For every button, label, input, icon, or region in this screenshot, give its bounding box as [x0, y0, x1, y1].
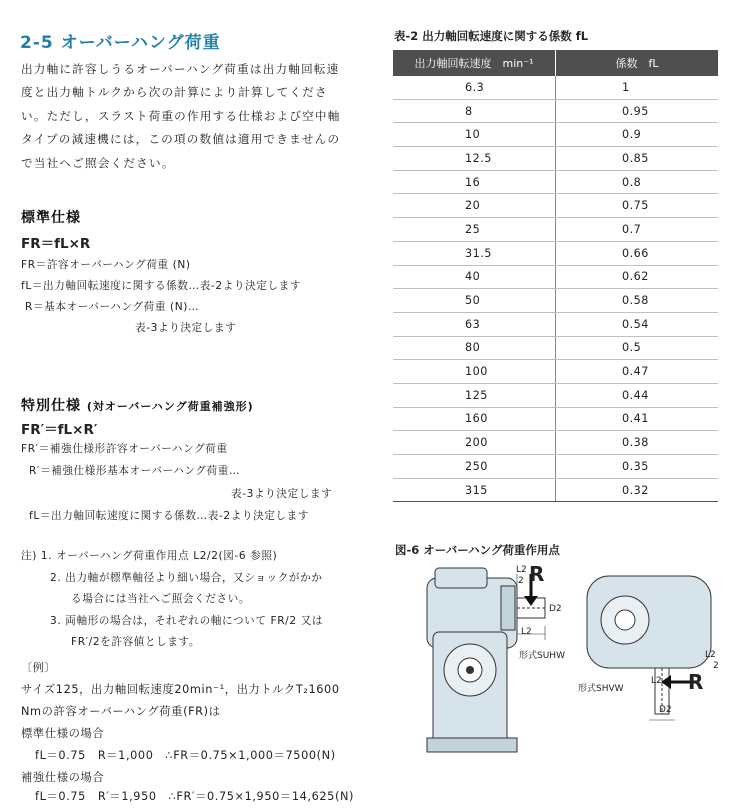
table-header-row: [393, 50, 718, 76]
special-line: 表-3より決定します: [231, 488, 333, 500]
table-row: [393, 455, 718, 479]
table-row: [393, 170, 718, 194]
note-line: 注) 1. オーバーハング荷重作用点 L2/2(図-6 参照): [21, 550, 278, 562]
dim-d2-right: D2: [659, 705, 672, 715]
table-row: [393, 407, 718, 431]
standard-line: R＝基本オーバーハング荷重 (N)…: [25, 301, 200, 313]
standard-formula: FR＝fL×R: [21, 236, 91, 252]
cell-coefficient: 0.44: [556, 383, 719, 407]
cell-speed: 10: [393, 123, 556, 147]
special-line: FR′＝補強仕様形許容オーバーハング荷重: [21, 443, 228, 455]
intro-line: で当社へご照会ください。: [21, 155, 175, 170]
intro-line: タイプの減速機には，この項の数値は適用できませんの: [21, 132, 341, 147]
standard-line: fL＝出力軸回転速度に関する係数…表-2より決定します: [21, 280, 302, 292]
coefficient-table: [393, 50, 718, 502]
header-coefficient: 係数 fL: [556, 50, 719, 76]
table-row: [393, 336, 718, 360]
cell-coefficient: 0.9: [556, 123, 719, 147]
table-row: [393, 218, 718, 242]
cell-coefficient: 0.7: [556, 218, 719, 242]
special-heading-text: 特別仕様: [21, 398, 81, 414]
table-row: [393, 76, 718, 99]
cell-coefficient: 0.75: [556, 194, 719, 218]
table-row: [393, 383, 718, 407]
load-label-right: R: [688, 670, 704, 694]
cell-coefficient: 0.5: [556, 336, 719, 360]
table-row: [393, 99, 718, 123]
table-row: [393, 431, 718, 455]
cell-speed: 20: [393, 194, 556, 218]
standard-line: FR＝許容オーバーハング荷重 (N): [21, 259, 191, 271]
cell-coefficient: 0.54: [556, 312, 719, 336]
standard-line: 表-3より決定します: [135, 322, 237, 334]
dim-l2-left: L2: [516, 565, 527, 575]
example-line: fL＝0.75 R＝1,000 ∴FR＝0.75×1,000＝7500(N): [35, 749, 336, 762]
overhang-figure: [405, 560, 723, 800]
example-heading: 〔例〕: [21, 661, 56, 674]
intro-line: 度と出力軸トルクから次の計算により計算してくださ: [21, 85, 328, 100]
header-speed: 出力軸回転速度 min⁻¹: [393, 50, 556, 76]
table-row: [393, 241, 718, 265]
figure6-caption: 図-6 オーバーハング荷重作用点: [395, 543, 560, 557]
cell-speed: 12.5: [393, 147, 556, 171]
cell-speed: 40: [393, 265, 556, 289]
cell-coefficient: 0.85: [556, 147, 719, 171]
intro-line: い。ただし，スラスト荷重の作用する仕様および空中軸: [21, 108, 341, 123]
cell-speed: 16: [393, 170, 556, 194]
cell-speed: 315: [393, 478, 556, 502]
example-line: 補強仕様の場合: [21, 771, 105, 784]
example-line: 標準仕様の場合: [21, 727, 105, 740]
table-row: [393, 312, 718, 336]
special-line: R′＝補強仕様形基本オーバーハング荷重…: [29, 465, 241, 477]
cell-speed: 250: [393, 455, 556, 479]
cell-coefficient: 0.8: [556, 170, 719, 194]
cell-coefficient: 0.58: [556, 289, 719, 313]
table-row: [393, 147, 718, 171]
cell-speed: 50: [393, 289, 556, 313]
section-title: 2-5 オーバーハング荷重: [20, 33, 221, 53]
cell-coefficient: 0.95: [556, 99, 719, 123]
cell-speed: 8: [393, 99, 556, 123]
cell-speed: 6.3: [393, 76, 556, 99]
table-row: [393, 265, 718, 289]
model-left-label: 形式SUHW: [519, 651, 565, 661]
cell-coefficient: 0.41: [556, 407, 719, 431]
cell-coefficient: 0.47: [556, 360, 719, 384]
table-row: [393, 123, 718, 147]
cell-coefficient: 0.38: [556, 431, 719, 455]
cell-coefficient: 0.32: [556, 478, 719, 502]
dim-half-right: 2: [713, 661, 719, 671]
cell-speed: 100: [393, 360, 556, 384]
load-label-left: R: [529, 562, 545, 586]
note-line: FR′/2を許容値とします。: [71, 636, 201, 648]
table-body: [393, 76, 718, 502]
intro-line: 出力軸に許容しうるオーバーハング荷重は出力軸回転速: [21, 62, 340, 76]
example-line: サイズ125，出力軸回転速度20min⁻¹，出力トルクT₂1600: [21, 683, 340, 696]
intro-paragraph: [21, 58, 341, 175]
special-heading-note: (対オーバーハング荷重補強形): [86, 400, 254, 413]
standard-heading: 標準仕様: [21, 210, 81, 226]
table-row: [393, 478, 718, 502]
cell-coefficient: 0.35: [556, 455, 719, 479]
cell-speed: 80: [393, 336, 556, 360]
special-line: fL＝出力軸回転速度に関する係数…表-2より決定します: [29, 510, 310, 522]
dim-l2-left-bottom: L2: [521, 627, 532, 637]
example-line: Nmの許容オーバーハング荷重(FR)は: [21, 705, 221, 718]
cell-speed: 125: [393, 383, 556, 407]
model-right-label: 形式SHVW: [578, 684, 624, 694]
cell-speed: 31.5: [393, 241, 556, 265]
table2-caption: 表-2 出力軸回転速度に関する係数 fL: [394, 29, 589, 43]
cell-coefficient: 0.66: [556, 241, 719, 265]
note-line: る場合には当社へご照会ください。: [71, 593, 251, 605]
dim-l2-right: L2: [705, 650, 716, 660]
table-row: [393, 289, 718, 313]
note-line: 3. 両軸形の場合は，それぞれの軸について FR/2 又は: [50, 615, 324, 627]
dim-d2-left: D2: [549, 604, 562, 614]
cell-speed: 160: [393, 407, 556, 431]
cell-speed: 25: [393, 218, 556, 242]
cell-speed: 63: [393, 312, 556, 336]
table-row: [393, 194, 718, 218]
special-formula: FR′＝fL×R′: [21, 422, 98, 438]
cell-speed: 200: [393, 431, 556, 455]
dim-l2-right-side: L2: [651, 676, 662, 686]
example-line: fL＝0.75 R′＝1,950 ∴FR′＝0.75×1,950＝14,625(N): [35, 790, 355, 803]
special-heading: [21, 395, 254, 415]
cell-coefficient: 1: [556, 76, 719, 99]
table-row: [393, 360, 718, 384]
cell-coefficient: 0.62: [556, 265, 719, 289]
dim-half-left: 2: [518, 576, 524, 586]
note-line: 2. 出力軸が標準軸径より細い場合，又ショックがかか: [50, 572, 323, 584]
